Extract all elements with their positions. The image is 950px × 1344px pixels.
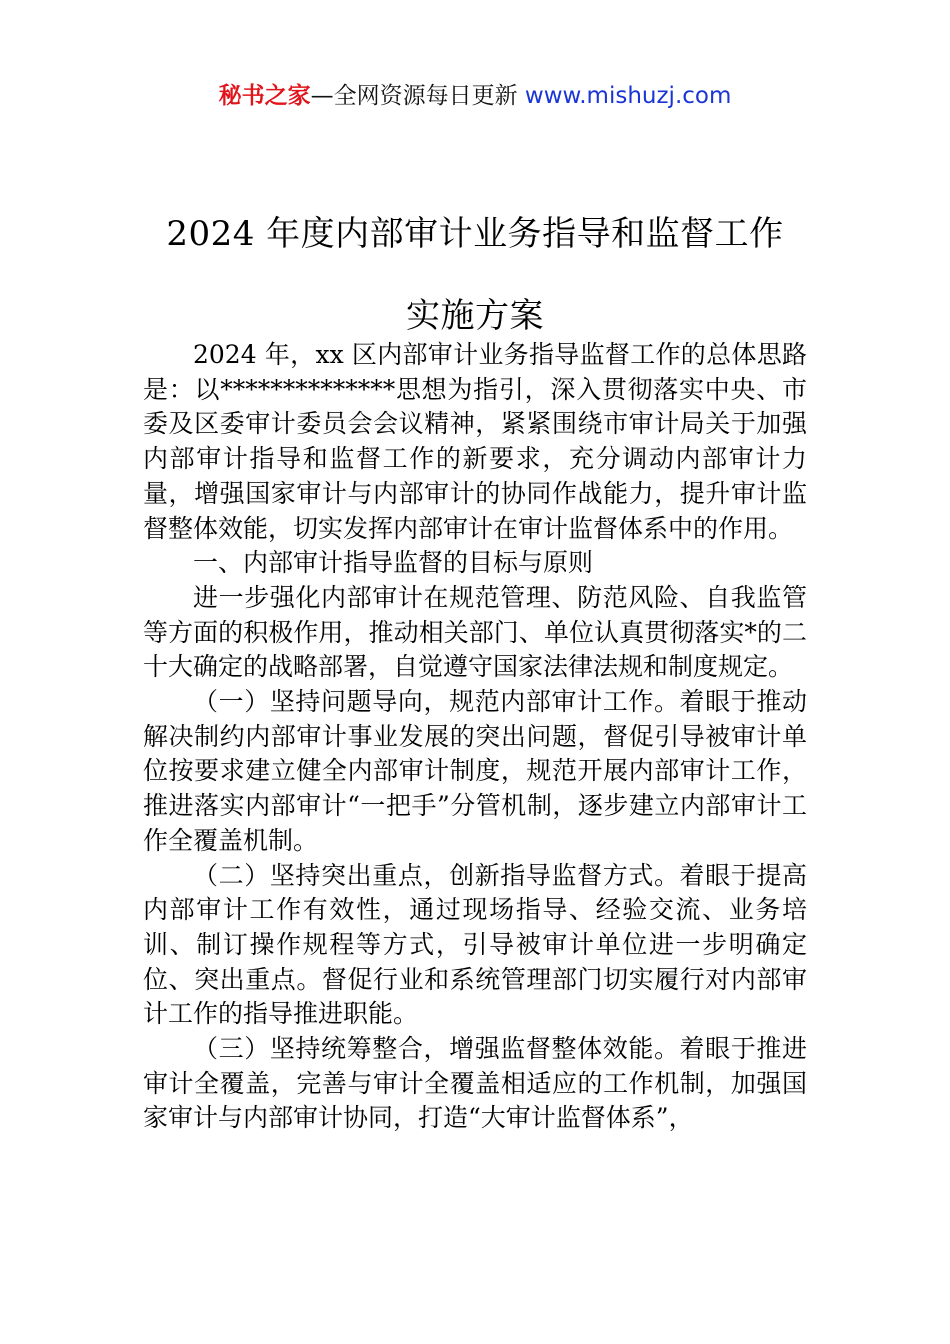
section-heading-1: 一、内部审计指导监督的目标与原则 (193, 548, 594, 578)
site-url-link[interactable]: www.mishuzj.com (524, 83, 732, 109)
paragraph-goal: 进一步强化内部审计在规范管理、防范风险、自我监管等方面的积极作用，推动相关部门、单位认真贯彻落实*的二十大确定的战略部署，自觉遵守国家法律法规和制度规定。 (143, 582, 807, 682)
paragraph-overview: 2024 年，xx 区内部审计业务指导监督工作的总体思路是：以**************思想为指引，深入贯彻落实中央、市委及区委审计委员会会议精神，紧紧围绕市审计局关于加强内部审计指导和监督工作的新要求，充分调动内部审计力量，增强国家审计与内部审计的协同作战能力，提升审计监督整体效能，切实发挥内部审计在审计监督体系中的作用。 (143, 340, 807, 543)
paragraph-principle-3: （三）坚持统筹整合，增强监督整体效能。着眼于推进审计全覆盖，完善与审计全覆盖相适应的工作机制，加强国家审计与内部审计协同，打造“大审计监督体系”， (143, 1034, 807, 1133)
paragraph-principle-1: （一）坚持问题导向，规范内部审计工作。着眼于推动解决制约内部审计事业发展的突出问题，督促引导被审计单位按要求建立健全内部审计制度，规范开展内部审计工作，推进落实内部审计“一把手”分管机制，逐步建立内部审计工作全覆盖机制。 (143, 687, 807, 855)
site-tagline: —全网资源每日更新 (310, 83, 525, 109)
site-header (0, 80, 950, 112)
document-title (0, 193, 950, 357)
document-title-line-1: 2024 年度内部审计业务指导和监督工作 (166, 213, 784, 254)
site-brand: 秘书之家 (218, 83, 311, 109)
document-title-line-2: 实施方案 (406, 295, 544, 336)
document-body (143, 338, 807, 1136)
paragraph-principle-2: （二）坚持突出重点，创新指导监督方式。着眼于提高内部审计工作有效性，通过现场指导、经验交流、业务培训、制订操作规程等方式，引导被审计单位进一步明确定位、突出重点。督促行业和系统管理部门切实履行对内部审计工作的指导推进职能。 (143, 860, 807, 1029)
